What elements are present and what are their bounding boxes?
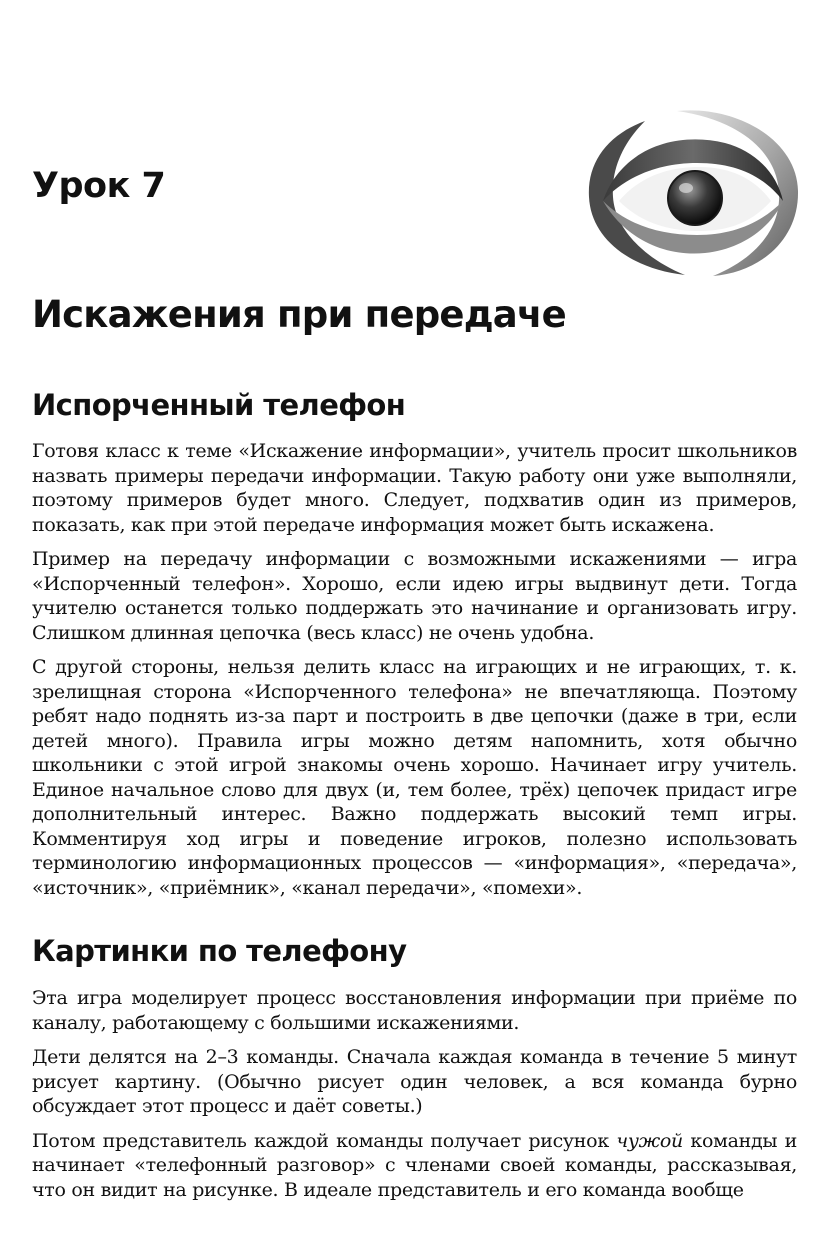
paragraph: Дети делятся на 2–3 команды. Сначала каждая команда в течение 5 минут рисует картину. (Обычно рисует один человек, а вся команда бурно обсуждает этот процесс и даёт советы.) — [32, 1046, 797, 1117]
section-body-broken-phone — [32, 439, 797, 910]
paragraph: Готовя класс к теме «Искажение информации», учитель просит школьников назвать примеры передачи информации. Такую работу они уже выполняли, поэтому примеров будет много. Следует, подхватив один из примеров, показать, как при этой передаче информация может быть искажена. — [32, 440, 797, 536]
chapter-title: Искажения при передаче — [32, 293, 566, 336]
section-body-pictures-by-phone — [32, 986, 797, 1212]
eye-emblem-icon — [585, 109, 800, 279]
text-run: Потом представитель каждой команды получает рисунок — [32, 1129, 617, 1152]
text-run: команды и начинает «телефонный разговор» с членами своей команды, рассказывая, что он видит на рисунке. В идеале представитель и его команда вообще — [32, 1129, 797, 1201]
lesson-label: Урок 7 — [32, 166, 166, 206]
section-heading-pictures-by-phone: Картинки по телефону — [32, 934, 407, 968]
paragraph: Пример на передачу информации с возможными искажениями — игра «Испорченный телефон». Хорошо, если идею игры выдвинут дети. Тогда учителю останется только поддержать это начинание и организовать игру. Слишком длинная цепочка (весь класс) не очень удобна. — [32, 548, 797, 644]
paragraph — [32, 1129, 797, 1203]
section-heading-broken-phone: Испорченный телефон — [32, 388, 406, 422]
paragraph: С другой стороны, нельзя делить класс на играющих и не играющих, т. к. зрелищная сторона «Испорченного телефона» не впечатляюща. Поэтому ребят надо поднять из-за парт и построить в две цепочки (даже в три, если детей много). Правила игры можно детям напомнить, хотя обычно школьники с этой игрой знакомы очень хорошо. Начинает игру учитель. Единое начальное слово для двух (и, тем более, трёх) цепочек придаст игре дополнительный интерес. Важно поддержать высокий темп игры. Комментируя ход игры и поведение игроков, полезно использовать терминологию информационных процессов — «информация», «передача», «источник», «приёмник», «канал передачи», «помехи». — [32, 656, 797, 899]
emphasis-text: чужой — [616, 1129, 683, 1152]
paragraph: Эта игра моделирует процесс восстановления информации при приёме по каналу, работающему с большими искажениями. — [32, 987, 797, 1034]
